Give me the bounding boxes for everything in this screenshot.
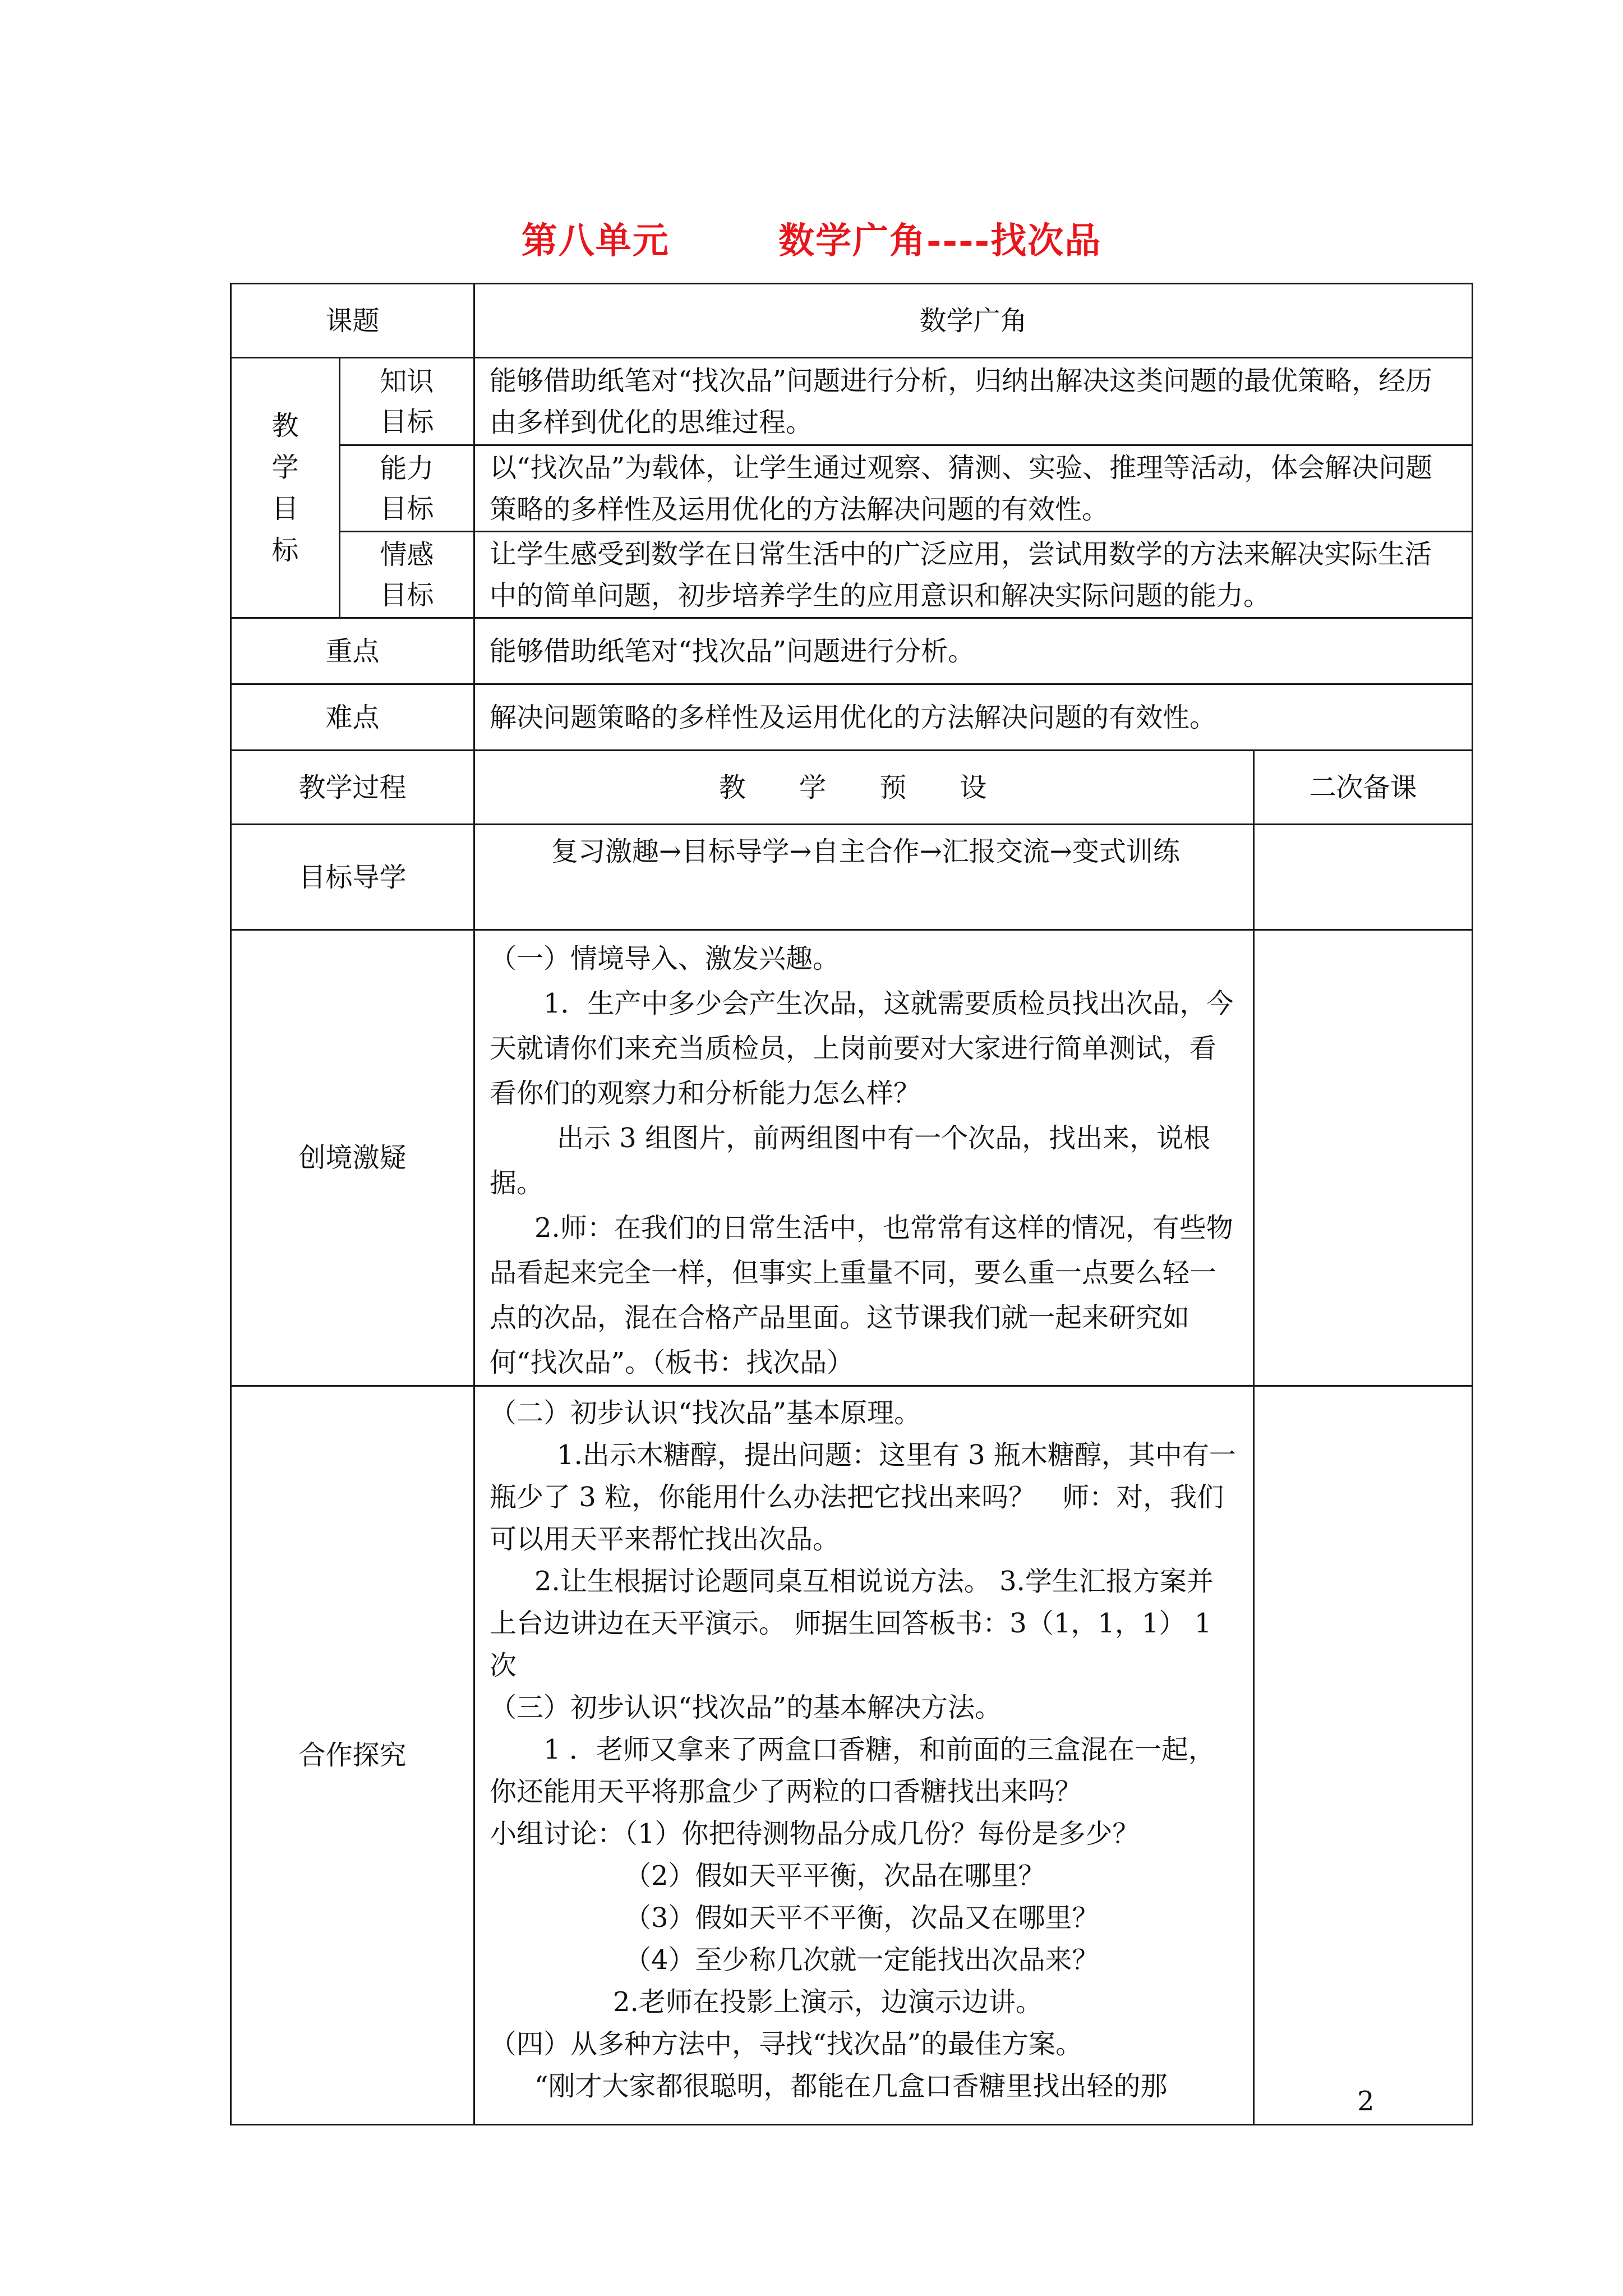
objective-label xyxy=(340,532,474,618)
explore-label: 合作探究 xyxy=(231,1386,474,2125)
explore-line: （4）至少称几次就一定能找出次品来？ xyxy=(624,1944,1099,1976)
key-point-row xyxy=(231,618,1473,684)
objective-text: 让学生感受到数学在日常生活中的广泛应用，尝试用数学的方法来解决实际生活中的简单问题，初步培养学生的应用意识和解决实际问题的能力。 xyxy=(474,532,1473,618)
key-point-label: 重点 xyxy=(231,618,474,684)
goal-label: 目标导学 xyxy=(231,825,474,930)
objective-text: 能够借助纸笔对“找次品”问题进行分析，归纳出解决这类问题的最优策略，经历由多样到优化的思维过程。 xyxy=(474,358,1473,445)
document-title: 第八单元 数学广角----找次品 xyxy=(521,220,1102,262)
inspire-line: （一）情境导入、激发兴趣。 xyxy=(490,943,840,974)
inspire-row xyxy=(231,930,1473,1386)
preset-header: 教 学 预 设 xyxy=(474,751,1254,825)
objectives-label-text: 教学目标 xyxy=(271,409,299,566)
objective-label-line2: 目标 xyxy=(380,579,434,611)
explore-line: （三）初步认识“找次品”的基本解决方法。 xyxy=(490,1692,1002,1723)
inspire-line: 出示 3 组图片，前两组图中有一个次品，找出来，说根据。 xyxy=(490,1122,1211,1199)
objective-label xyxy=(340,358,474,445)
objective-row-knowledge xyxy=(231,358,1473,445)
explore-line: 2.让生根据讨论题同桌互相说说方法。 3.学生汇报方案并上台边讲边在天平演示。 师据生回答板书：3（1，1，1） 1次 xyxy=(490,1566,1214,1681)
explore-second-prep xyxy=(1254,1386,1473,2125)
explore-line: 1.出示木糖醇，提出问题：这里有 3 瓶木糖醇，其中有一瓶少了 3 粒，你能用什么办法把它找出来吗？ 师：对，我们可以用天平来帮忙找出次品。 xyxy=(490,1439,1236,1555)
lesson-plan-table xyxy=(230,283,1473,2125)
objective-label xyxy=(340,445,474,532)
explore-line: （2）假如天平平衡，次品在哪里？ xyxy=(624,1860,1045,1892)
goal-text-content: 复习激趣→目标导学→自主合作→汇报交流→变式训练 xyxy=(551,836,1180,867)
explore-line: 1 ．老师又拿来了两盒口香糖，和前面的三盒混在一起，你还能用天平将那盒少了两粒的口香糖找出来吗？ xyxy=(490,1734,1215,1807)
difficulty-text: 解决问题策略的多样性及运用优化的方法解决问题的有效性。 xyxy=(474,684,1473,751)
topic-value: 数学广角 xyxy=(474,284,1473,358)
topic-label: 课题 xyxy=(231,284,474,358)
goal-text xyxy=(474,825,1254,930)
difficulty-row xyxy=(231,684,1473,751)
inspire-line: 2.师：在我们的日常生活中，也常常有这样的情况，有些物品看起来完全一样，但事实上重量不同，要么重一点要么轻一点的次品，混在合格产品里面。这节课我们就一起来研究如何“找次品”。（板书：找次品） xyxy=(490,1212,1233,1378)
explore-content xyxy=(474,1386,1254,2125)
objective-row-ability xyxy=(231,445,1473,532)
objectives-label xyxy=(231,358,340,618)
explore-line: 小组讨论：（1）你把待测物品分成几份？每份是多少？ xyxy=(490,1818,1140,1849)
explore-line: “刚才大家都很聪明，都能在几盒口香糖里找出轻的那 xyxy=(534,2070,1168,2102)
topic-row xyxy=(231,284,1473,358)
process-header-row xyxy=(231,751,1473,825)
objective-label-line1: 知识 xyxy=(380,365,434,397)
objective-label-line2: 目标 xyxy=(380,493,434,524)
goal-row xyxy=(231,825,1473,930)
inspire-content xyxy=(474,930,1254,1386)
explore-line: 2.老师在投影上演示，边演示边讲。 xyxy=(613,1986,1043,2018)
objective-label-line1: 能力 xyxy=(380,452,434,484)
explore-row xyxy=(231,1386,1473,2125)
objective-label-line1: 情感 xyxy=(380,539,434,570)
second-prep-header: 二次备课 xyxy=(1254,751,1473,825)
explore-line: （二）初步认识“找次品”基本原理。 xyxy=(490,1397,921,1429)
page-number: 2 xyxy=(1357,2086,1375,2117)
process-header: 教学过程 xyxy=(231,751,474,825)
goal-second-prep xyxy=(1254,825,1473,930)
inspire-line: 1．生产中多少会产生次品，这就需要质检员找出次品，今天就请你们来充当质检员，上岗前要对大家进行简单测试，看看你们的观察力和分析能力怎么样？ xyxy=(490,988,1234,1109)
objective-text: 以“找次品”为载体，让学生通过观察、猜测、实验、推理等活动，体会解决问题策略的多样性及运用优化的方法解决问题的有效性。 xyxy=(474,445,1473,532)
inspire-label: 创境激疑 xyxy=(231,930,474,1386)
explore-line: （四）从多种方法中，寻找“找次品”的最佳方案。 xyxy=(490,2028,1083,2060)
objective-label-line2: 目标 xyxy=(380,406,434,438)
difficulty-label: 难点 xyxy=(231,684,474,751)
key-point-text: 能够借助纸笔对“找次品”问题进行分析。 xyxy=(474,618,1473,684)
objective-row-emotion xyxy=(231,532,1473,618)
explore-line: （3）假如天平不平衡，次品又在哪里？ xyxy=(624,1902,1099,1934)
inspire-second-prep xyxy=(1254,930,1473,1386)
